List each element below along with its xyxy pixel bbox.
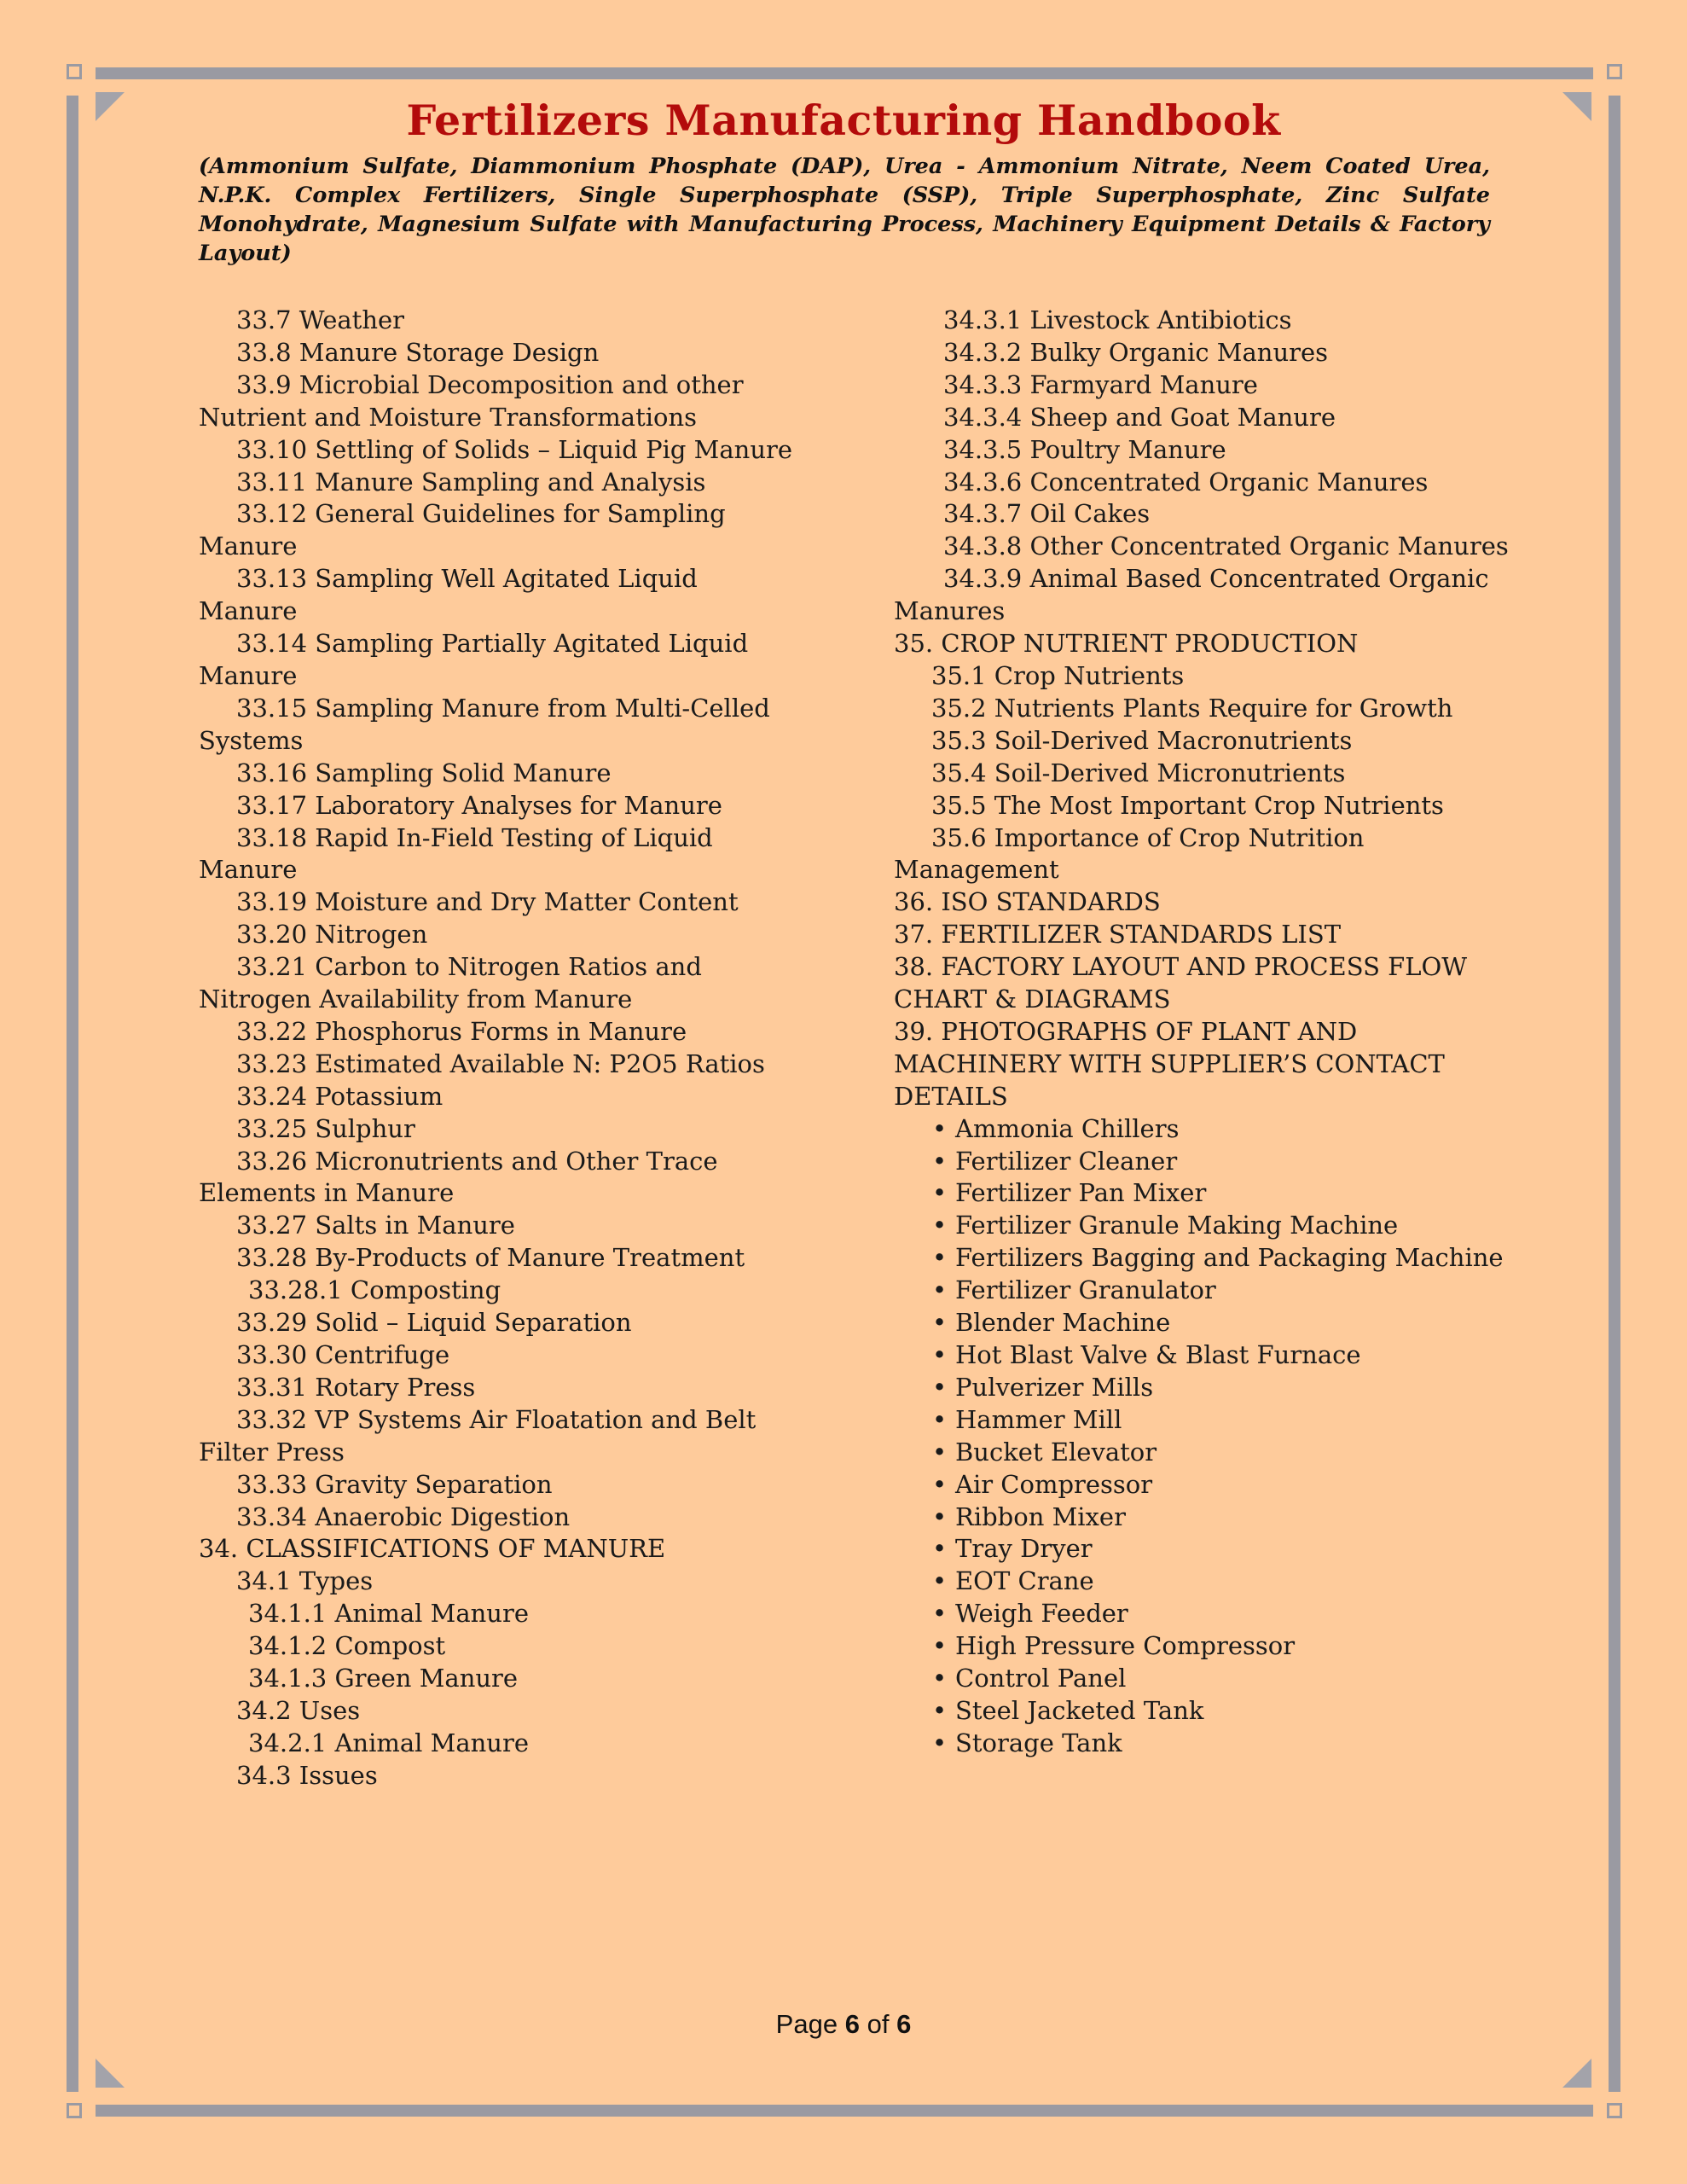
toc-entry: 33.12 General Guidelines for Sampling Manure — [199, 499, 726, 561]
toc-entry: 34.1 Types — [236, 1566, 374, 1596]
toc-bullet-item: • Tray Dryer — [894, 1533, 1516, 1565]
toc-left-column — [199, 305, 796, 1792]
page-total: 6 — [896, 2009, 912, 2039]
toc-entry: 33.16 Sampling Solid Manure — [236, 758, 612, 787]
toc-entry: 33.28 By-Products of Manure Treatment — [236, 1243, 745, 1273]
toc-entry: 33.29 Solid – Liquid Separation — [236, 1308, 632, 1338]
toc-entry: 33.22 Phosphorus Forms in Manure — [236, 1016, 687, 1046]
toc-entry: 34.2 Uses — [236, 1695, 361, 1725]
toc-bullet-item: • Blender Machine — [894, 1307, 1516, 1339]
toc-bullet-item: • Weigh Feeder — [894, 1598, 1516, 1630]
toc-entry: 33.25 Sulphur — [236, 1113, 415, 1143]
page-label: Page — [775, 2009, 838, 2039]
toc-entry: 33.20 Nitrogen — [236, 920, 428, 950]
frame-right-border — [1609, 96, 1620, 2092]
toc-entry: 34.3.5 Poultry Manure — [943, 434, 1226, 464]
toc-entry: 35.3 Soil-Derived Macronutrients — [931, 725, 1353, 755]
toc-entry: 34.1.2 Compost — [248, 1631, 446, 1661]
toc-bullet-item: • Control Panel — [894, 1663, 1516, 1695]
toc-entry: 34.3.9 Animal Based Concentrated Organic Manures — [894, 564, 1489, 626]
toc-entry: 33.26 Micronutrients and Other Trace Elements in Manure — [199, 1146, 718, 1208]
toc-entry: 33.11 Manure Sampling and Analysis — [236, 467, 706, 497]
toc-bullet-item: • Hammer Mill — [894, 1404, 1516, 1437]
toc-entry: 34.3.1 Livestock Antibiotics — [943, 305, 1292, 334]
toc-entry: 35.4 Soil-Derived Micronutrients — [931, 758, 1346, 787]
toc-entry: 33.9 Microbial Decomposition and other Nutrient and Moisture Transformations — [199, 369, 744, 432]
toc-bullet-item: • Pulverizer Mills — [894, 1372, 1516, 1404]
toc-entry: 33.33 Gravity Separation — [236, 1469, 553, 1499]
frame-corner-triangle — [1562, 2059, 1591, 2088]
toc-entry: 33.28.1 Composting — [248, 1275, 501, 1305]
toc-entry: 34.3 Issues — [236, 1760, 378, 1790]
toc-bullet-item: • Bucket Elevator — [894, 1437, 1516, 1469]
frame-corner-square — [67, 2103, 82, 2118]
toc-entry: 35.5 The Most Important Crop Nutrients — [931, 790, 1444, 820]
toc-entry: 34.3.8 Other Concentrated Organic Manures — [943, 531, 1509, 561]
toc-entry: 33.14 Sampling Partially Agitated Liquid Manure — [199, 629, 749, 690]
page-subtitle: (Ammonium Sulfate, Diammonium Phosphate (DAP), Urea - Ammonium Nitrate, Neem Coated Urea, N.P.K. Complex Fertilizers, Single Superphosphate (SSP), Triple Superphosphate, Zinc Sulfate Monohydrate, Magnesium Sulfate with Manufacturing Process, Machinery Equipment Details & Factory Layout) — [199, 154, 1490, 266]
frame-corner-triangle — [96, 2059, 125, 2088]
toc-entry: 33.23 Estimated Available N: P2O5 Ratios — [236, 1048, 765, 1078]
toc-entry: 33.13 Sampling Well Agitated Liquid Manure — [199, 564, 698, 626]
toc-entry: 33.10 Settling of Solids – Liquid Pig Manure — [236, 434, 793, 464]
toc-entry: 34.1.3 Green Manure — [248, 1664, 519, 1693]
toc-entry: 33.30 Centrifuge — [236, 1340, 450, 1369]
toc-bullet-item: • Steel Jacketed Tank — [894, 1695, 1516, 1728]
frame-corner-square — [67, 64, 82, 79]
toc-entry: 33.7 Weather — [236, 305, 405, 334]
toc-bullet-item: • Fertilizers Bagging and Packaging Machine — [894, 1242, 1516, 1275]
frame-left-border — [67, 96, 78, 2092]
toc-entry: 34.2.1 Animal Manure — [248, 1728, 529, 1757]
toc-entry: 33.27 Salts in Manure — [236, 1211, 515, 1240]
toc-entry: 34.1.1 Animal Manure — [248, 1599, 529, 1629]
toc-entry: 34.3.2 Bulky Organic Manures — [943, 337, 1329, 367]
toc-entry: 39. PHOTOGRAPHS OF PLANT AND MACHINERY WITH SUPPLIER’S CONTACT DETAILS — [894, 1016, 1445, 1111]
toc-bullet-item: • Ribbon Mixer — [894, 1502, 1516, 1534]
toc-entry: 33.24 Potassium — [236, 1081, 443, 1111]
toc-entry: 33.34 Anaerobic Digestion — [236, 1502, 571, 1531]
toc-entry: 34.3.4 Sheep and Goat Manure — [943, 402, 1336, 432]
toc-bullet-item: • High Pressure Compressor — [894, 1630, 1516, 1663]
toc-entry: 33.21 Carbon to Nitrogen Ratios and Nitrogen Availability from Manure — [199, 952, 702, 1014]
toc-right-column — [894, 305, 1516, 1760]
frame-corner-square — [1607, 64, 1622, 79]
toc-bullet-item: • Fertilizer Pan Mixer — [894, 1177, 1516, 1210]
frame-top-border — [96, 67, 1593, 79]
toc-bullet-item: • Air Compressor — [894, 1469, 1516, 1502]
toc-entry: 35. CROP NUTRIENT PRODUCTION — [894, 629, 1359, 659]
toc-bullet-item: • Fertilizer Granule Making Machine — [894, 1210, 1516, 1242]
toc-entry: 34.3.3 Farmyard Manure — [943, 369, 1258, 399]
toc-entry: 33.8 Manure Storage Design — [236, 337, 600, 367]
toc-entry: 34. CLASSIFICATIONS OF MANURE — [199, 1534, 666, 1564]
toc-entry: 33.31 Rotary Press — [236, 1372, 476, 1402]
toc-bullet-item: • Fertilizer Granulator — [894, 1275, 1516, 1307]
toc-entry: 35.2 Nutrients Plants Require for Growth — [931, 693, 1453, 723]
toc-entry: 35.1 Crop Nutrients — [931, 660, 1185, 690]
toc-entry: 33.19 Moisture and Dry Matter Content — [236, 887, 739, 917]
toc-bullet-item: • Storage Tank — [894, 1728, 1516, 1760]
toc-entry: 34.3.7 Oil Cakes — [943, 499, 1151, 529]
toc-bullet-item: • EOT Crane — [894, 1565, 1516, 1598]
toc-entry: 38. FACTORY LAYOUT AND PROCESS FLOW CHART & DIAGRAMS — [894, 952, 1468, 1014]
toc-entry: 35.6 Importance of Crop Nutrition Management — [894, 822, 1365, 885]
frame-corner-square — [1607, 2103, 1622, 2118]
frame-bottom-border — [96, 2105, 1593, 2117]
toc-entry: 33.32 VP Systems Air Floatation and Belt Filter Press — [199, 1404, 757, 1467]
page-footer — [0, 2009, 1687, 2040]
toc-entry: 33.18 Rapid In-Field Testing of Liquid Manure — [199, 822, 713, 885]
toc-bullet-item: • Fertilizer Cleaner — [894, 1146, 1516, 1178]
toc-entry: 33.17 Laboratory Analyses for Manure — [236, 790, 722, 820]
toc-entry: 36. ISO STANDARDS — [894, 887, 1161, 917]
toc-entry: 33.15 Sampling Manure from Multi-Celled Systems — [199, 693, 770, 755]
toc-bullet-item: • Hot Blast Valve & Blast Furnace — [894, 1339, 1516, 1372]
toc-entry: 34.3.6 Concentrated Organic Manures — [943, 467, 1429, 497]
toc-entry: 37. FERTILIZER STANDARDS LIST — [894, 920, 1342, 950]
of-label: of — [867, 2009, 890, 2039]
page-title: Fertilizers Manufacturing Handbook — [406, 96, 1281, 145]
page-number: 6 — [844, 2009, 860, 2039]
toc-bullet-item: • Ammonia Chillers — [894, 1113, 1516, 1146]
